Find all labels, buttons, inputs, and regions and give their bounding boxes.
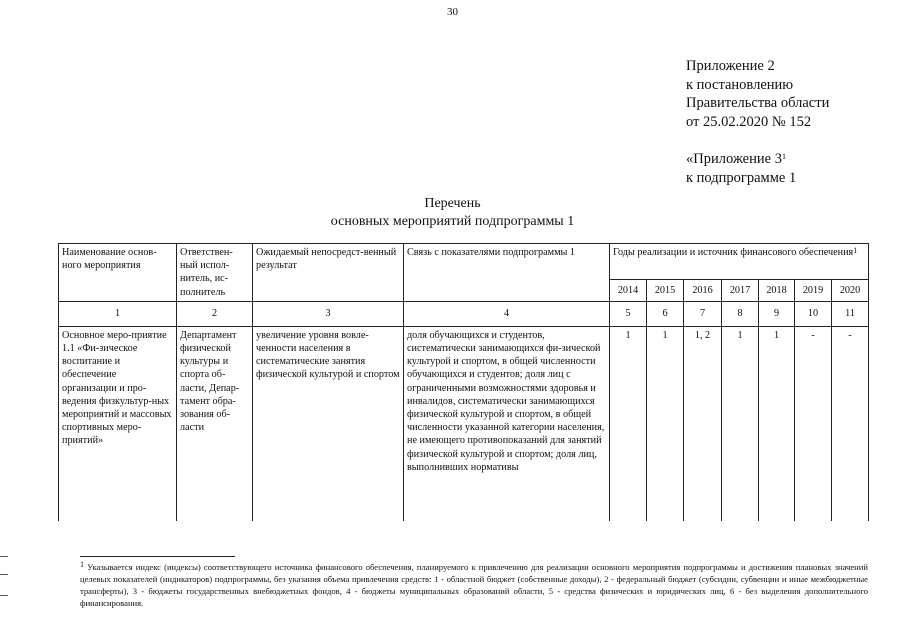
footnote-divider [80,556,235,557]
column-number: 4 [404,301,610,326]
table-row [59,326,869,521]
appendix-gap [686,131,829,150]
header-years-title [610,244,869,280]
year-2020: 2020 [832,279,869,301]
column-number: 8 [722,301,759,326]
appendix-block [686,57,829,187]
column-number: 5 [610,301,647,326]
page-number: 30 [447,6,458,18]
column-number: 6 [647,301,684,326]
column-number: 9 [759,301,795,326]
header-name: Наименование основ-ного мероприятия [59,244,177,302]
footnote-text: Указывается индекс (индексы) соответствующего источника финансового обеспечения, планируемого к привлечению для реализации основного мероприятия подпрограммы и достижения плановых значений целевых показателей (индикаторов) подпрограммы, без указания объема привлечения средств: 1 - областной бюджет (собственные доходы), 2 - федеральный бюджет (субсидии, субвенции и иные межбюджетные трансферты), 3 - бюджеты государственных внебюджетных фондов, 4 - бюджеты муниципальных образований области, 5 - средства физических и юридических лиц, 6 - без выделения дополнительного финансирования. [80,562,868,608]
column-number: 11 [832,301,869,326]
column-number: 7 [684,301,722,326]
year-2014: 2014 [610,279,647,301]
sub-appendix-sup: 1 [781,152,786,161]
cell-year-2020: - [832,326,869,521]
appendix-line-1: Приложение 2 [686,58,775,74]
margin-mark [0,595,8,596]
appendix-line-3: Правительства области [686,95,830,111]
cell-year-2015: 1 [647,326,684,521]
cell-year-2016: 1, 2 [684,326,722,521]
sub-appendix-line-1 [686,150,829,169]
year-2016: 2016 [684,279,722,301]
cell-indicator-link: доля обучающихся и студентов, систематически занимающихся фи-зической культурой и спортом, в общей численности обучающихся и студентов; доля лиц с ограниченными возможностями здоровья и инвалидов, систематически занимающихся физической культурой и спортом, в общей численности указанной категории населения, не имеющего противопоказаний для занятий физической культурой и спортом; доля лиц, выполнивших нормативы [404,326,610,521]
header-result: Ожидаемый непосредст-венный результат [253,244,404,302]
title-line-1: Перечень [424,196,481,211]
cell-year-2017: 1 [722,326,759,521]
column-number: 3 [253,301,404,326]
sub-appendix-line-2: к подпрограмме 1 [686,169,797,186]
header-row-1 [59,244,869,280]
column-number: 10 [795,301,832,326]
cell-responsible: Департамент физической культуры и спорта об-ласти, Депар-тамент обра-зования об-ласти [177,326,253,521]
cell-result: увеличение уровня вовле-ченности населения в систематические занятия физической культурой и спортом [253,326,404,521]
header-years-title-sup: 1 [853,246,858,255]
year-2015: 2015 [647,279,684,301]
year-2017: 2017 [722,279,759,301]
cell-year-2019: - [795,326,832,521]
header-responsible: Ответствен-ный испол-нитель, ис-полнитель [177,244,253,302]
header-link: Связь с показателями подпрограммы 1 [404,244,610,302]
column-number: 2 [177,301,253,326]
cell-year-2014: 1 [610,326,647,521]
sub-appendix-text: «Приложение 3 [686,151,782,167]
footnote-marker: 1 [80,560,84,569]
margin-mark [0,574,8,575]
footnote [80,561,868,609]
title-line-2: основных мероприятий подпрограммы 1 [330,214,575,229]
year-2019: 2019 [795,279,832,301]
column-number: 1 [59,301,177,326]
cell-measure-name: Основное меро-приятие 1.1 «Фи-зическое воспитание и обеспечение организации и про-ведения физкультур-ных мероприятий и массовых спортивных меро-приятий» [59,326,177,521]
year-2018: 2018 [759,279,795,301]
appendix-line-2: к постановлению [686,76,794,93]
margin-mark [0,556,8,557]
column-number-row [59,301,869,326]
cell-year-2018: 1 [759,326,795,521]
header-years-title-text: Годы реализации и источник финансового обеспечения [613,247,854,258]
appendix-line-4: от 25.02.2020 № 152 [686,113,812,130]
document-title [0,195,905,231]
measures-table [58,243,869,521]
